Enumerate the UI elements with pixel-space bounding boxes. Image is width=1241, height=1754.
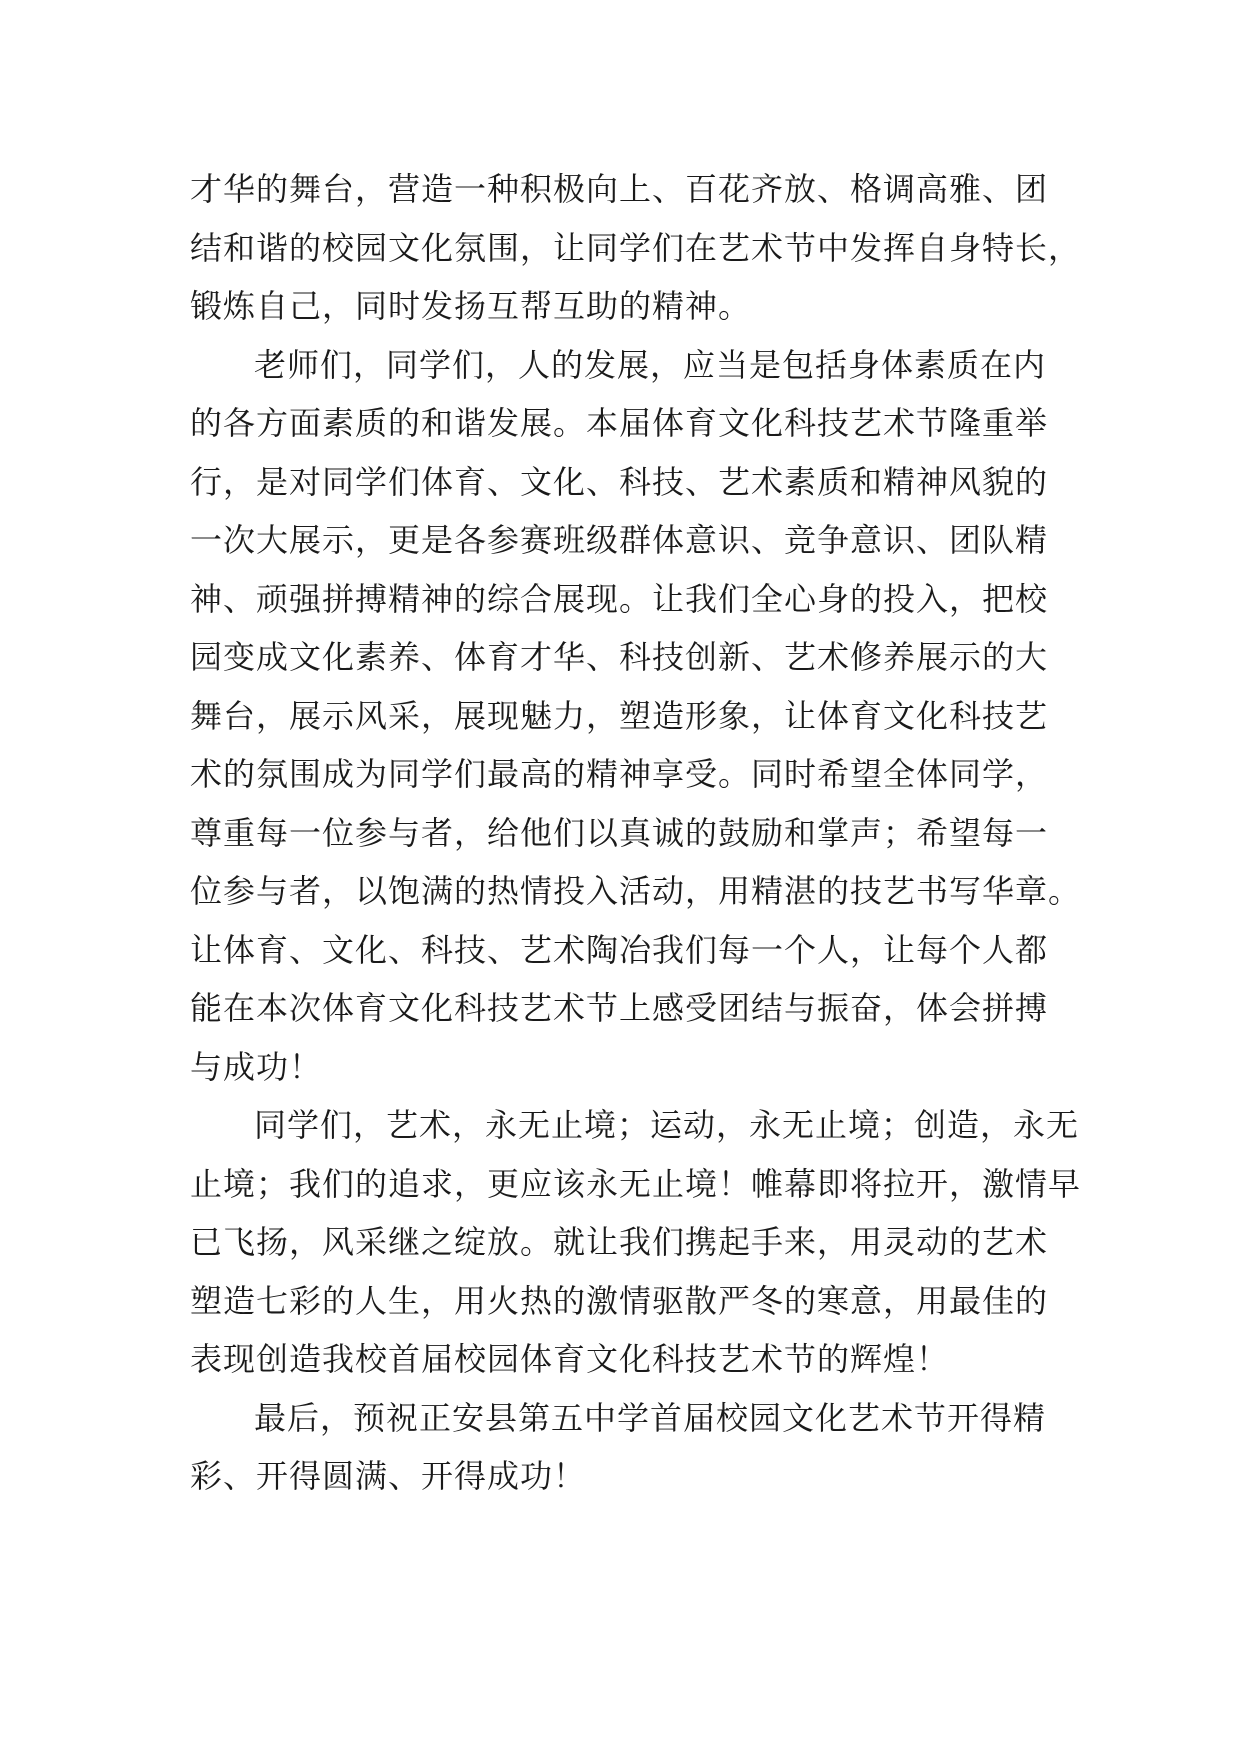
text-line: 让体育、文化、科技、艺术陶冶我们每一个人，让每个人都 [190,930,1049,969]
text-line: 才华的舞台，营造一种积极向上、百花齐放、格调高雅、团 [190,170,1049,208]
text-line: 结和谐的校园文化氛围，让同学们在艺术节中发挥自身特长， [190,228,1082,267]
body-text [190,160,1090,1506]
text-line: 止境；我们的追求，更应该永无止境！帷幕即将拉开，激情早 [190,1164,1082,1203]
text-line: 与成功！ [190,1047,323,1086]
text-line: 的各方面素质的和谐发展。本届体育文化科技艺术节隆重举 [190,404,1049,442]
text-line: 表现创造我校首届校园体育文化科技艺术节的辉煌！ [190,1340,950,1378]
text-line: 锻炼自己，同时发扬互帮互助的精神。 [190,287,752,325]
text-line: 术的氛围成为同学们最高的精神享受。同时希望全体同学， [190,755,1049,793]
text-line: 塑造七彩的人生，用火热的激情驱散严冬的寒意，用最佳的 [190,1281,1049,1320]
text-line: 尊重每一位参与者，给他们以真诚的鼓励和掌声；希望每一 [190,813,1049,852]
text-line: 神、顽强拼搏精神的综合展现。让我们全心身的投入，把校 [190,579,1049,618]
text-line: 行，是对同学们体育、文化、科技、艺术素质和精神风貌的 [190,462,1049,501]
text-line: 舞台，展示风采，展现魅力，塑造形象，让体育文化科技艺 [190,696,1049,735]
text-line: 能在本次体育文化科技艺术节上感受团结与振奋，体会拼搏 [190,989,1049,1027]
text-line: 老师们，同学们，人的发展，应当是包括身体素质在内 [254,345,1047,384]
text-line: 园变成文化素养、体育才华、科技创新、艺术修养展示的大 [190,638,1049,676]
text-line: 最后，预祝正安县第五中学首届校园文化艺术节开得精 [254,1398,1047,1437]
text-line: 彩、开得圆满、开得成功！ [190,1457,587,1495]
text-line: 位参与者，以饱满的热情投入活动，用精湛的技艺书写华章。 [190,872,1082,910]
text-line: 已飞扬，风采继之绽放。就让我们携起手来，用灵动的艺术 [190,1223,1049,1261]
text-line: 同学们，艺术，永无止境；运动，永无止境；创造，永无 [254,1106,1080,1144]
text-line: 一次大展示，更是各参赛班级群体意识、竞争意识、团队精 [190,521,1049,559]
